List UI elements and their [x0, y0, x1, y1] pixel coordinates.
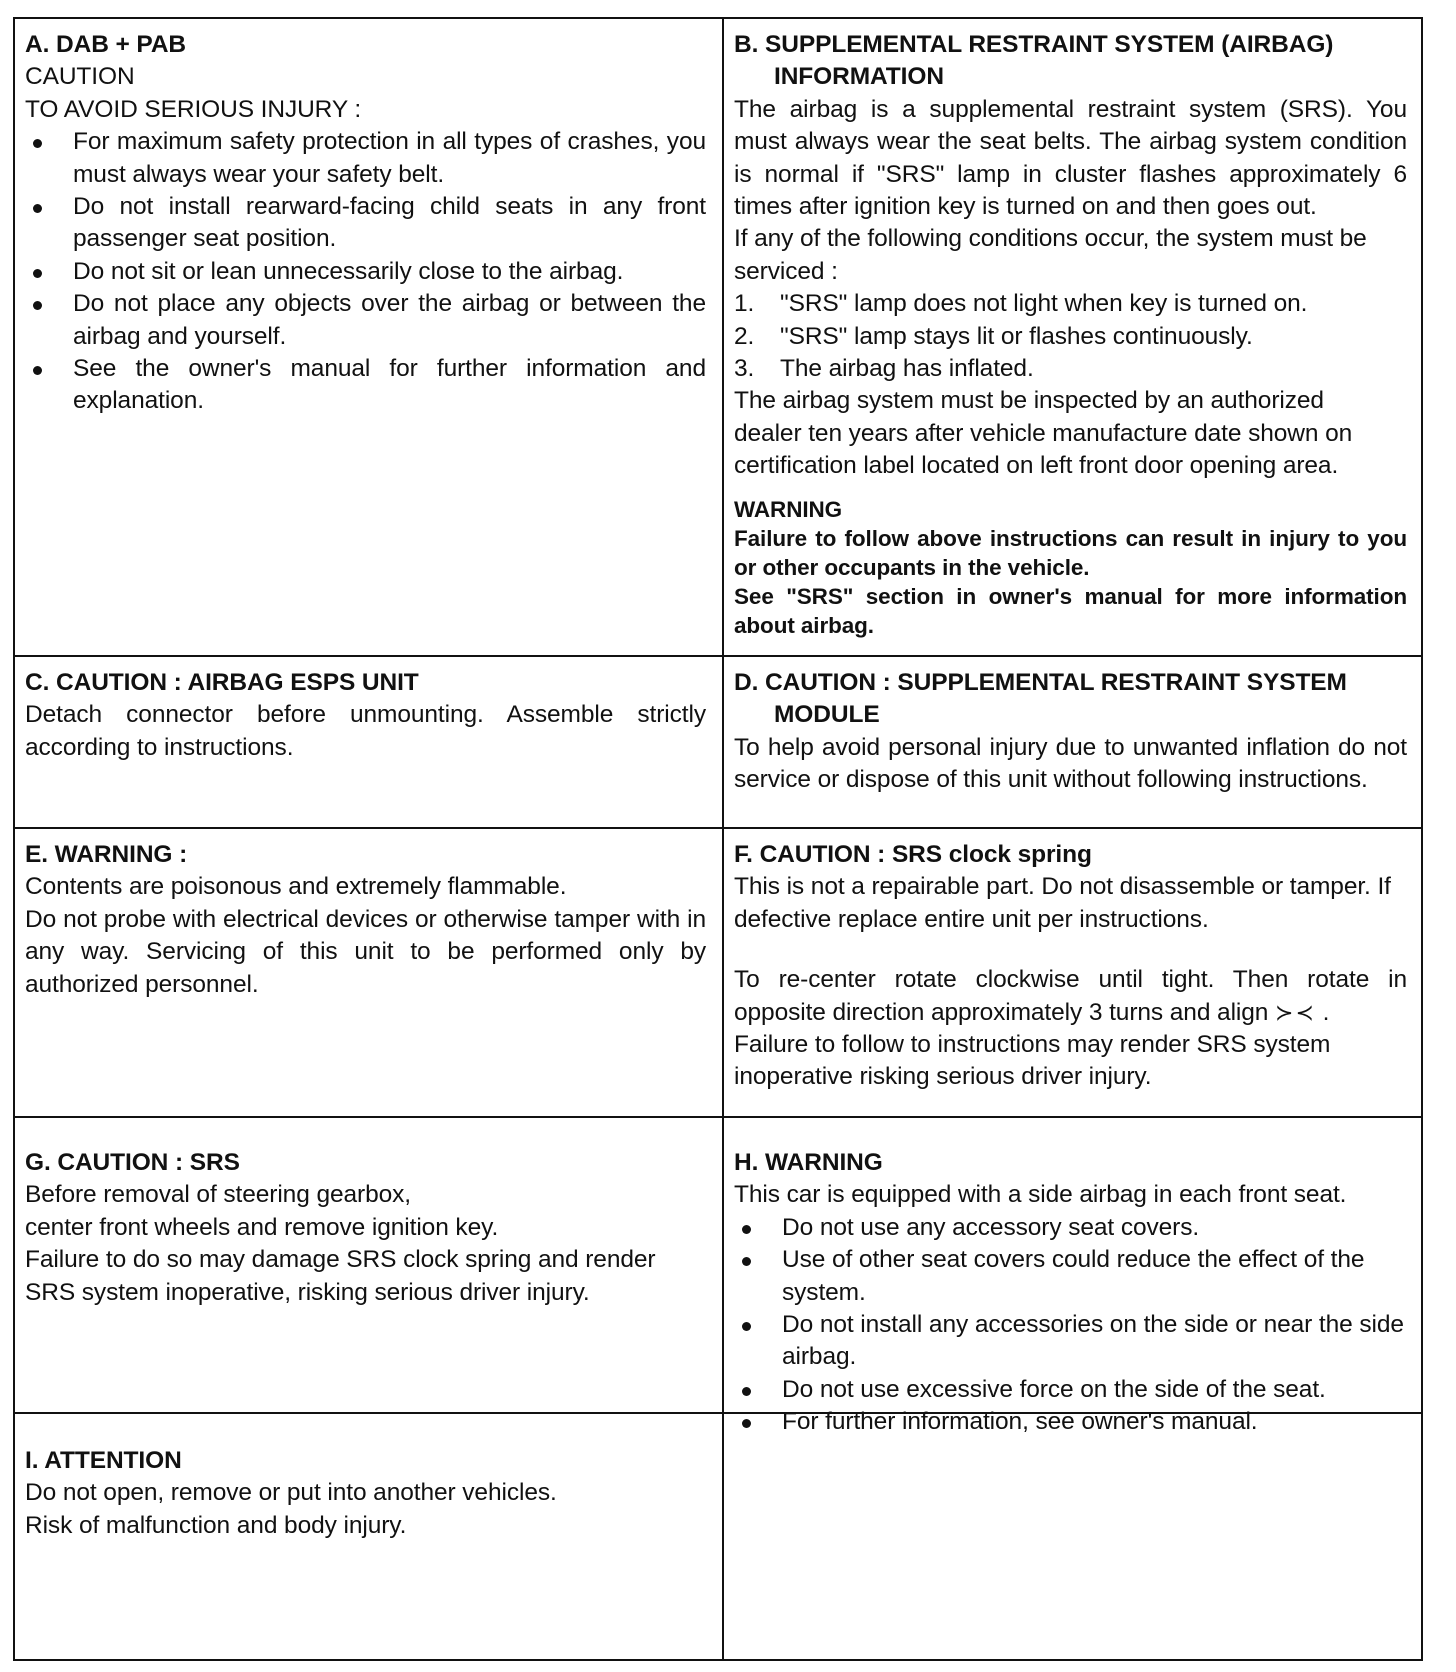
- row-divider: [15, 827, 1421, 829]
- section-b-warning-title: WARNING: [734, 496, 843, 522]
- section-c: [15, 667, 722, 764]
- section-f-paragraph: Failure to follow to instructions may render SRS system inoperative risking serious driver injury.: [734, 1031, 1331, 1091]
- section-h-title: H. WARNING: [734, 1149, 883, 1176]
- section-i-text: Do not open, remove or put into another vehicles.: [25, 1479, 557, 1507]
- label-sheet: [13, 17, 1423, 1661]
- section-b: [724, 29, 1423, 640]
- section-f: [724, 839, 1423, 1094]
- section-h-bullet: Do not install any accessories on the side or near the side airbag.: [734, 1309, 1407, 1374]
- section-a-title: A. DAB + PAB: [25, 31, 187, 58]
- section-b-paragraph: The airbag is a supplemental restraint system (SRS). You must always wear the seat belts. The airbag system condition is normal if "SRS" lamp in cluster flashes approximately 6 times after ignition key is turned on and then goes out.: [734, 95, 1407, 221]
- section-a-bullet: Do not install rearward-facing child seats in any front passenger seat position.: [25, 191, 706, 256]
- list-number: 3.: [734, 355, 755, 383]
- section-b-title: B. SUPPLEMENTAL RESTRAINT SYSTEM (AIRBAG) INFORMATION: [734, 31, 1334, 91]
- section-g-text: Before removal of steering gearbox,: [25, 1181, 411, 1209]
- section-b-warning-text: See "SRS" section in owner's manual for more information about airbag.: [734, 583, 1407, 638]
- section-f-title: F. CAUTION : SRS clock spring: [734, 841, 1092, 868]
- list-number: 1.: [734, 290, 755, 318]
- section-d: [724, 667, 1423, 797]
- section-a-caution: CAUTION: [25, 63, 135, 91]
- section-b-paragraph: The airbag system must be inspected by an authorized dealer ten years after vehicle manufacture date shown on certification label located on left front door opening area.: [734, 387, 1353, 480]
- section-g: [15, 1147, 722, 1309]
- section-f-paragraph: [734, 964, 1407, 1029]
- section-e-title: E. WARNING :: [25, 841, 188, 868]
- section-a: [15, 29, 722, 418]
- section-i: [15, 1445, 722, 1542]
- section-g-text: center front wheels and remove ignition key.: [25, 1213, 499, 1241]
- section-c-text: Detach connector before unmounting. Assemble strictly according to instructions.: [25, 701, 706, 761]
- list-text: The airbag has inflated.: [780, 355, 1034, 383]
- section-h-bullet: Do not use any accessory seat covers.: [734, 1212, 1407, 1244]
- section-g-text: Failure to do so may damage SRS clock spring and render SRS system inoperative, risking serious driver injury.: [25, 1246, 656, 1306]
- align-mark-icon: ≻≺: [1275, 999, 1316, 1025]
- section-e-text: Contents are poisonous and extremely flammable.: [25, 873, 567, 901]
- section-b-list-item: [734, 321, 1407, 353]
- list-text: "SRS" lamp stays lit or flashes continuously.: [780, 322, 1253, 350]
- section-a-bullet: For maximum safety protection in all types of crashes, you must always wear your safety belt.: [25, 126, 706, 191]
- section-h-bullet: Use of other seat covers could reduce the effect of the system.: [734, 1244, 1407, 1309]
- section-a-subheading: TO AVOID SERIOUS INJURY :: [25, 95, 362, 123]
- section-h-bullet: For further information, see owner's manual.: [734, 1406, 1407, 1438]
- list-text: "SRS" lamp does not light when key is turned on.: [780, 290, 1308, 318]
- section-i-text: Risk of malfunction and body injury.: [25, 1511, 407, 1539]
- section-a-bullet: See the owner's manual for further information and explanation.: [25, 353, 706, 418]
- section-h: [724, 1147, 1423, 1439]
- section-f-recenter-text: To re-center rotate clockwise until tight. Then rotate in opposite direction approximately 3 turns and align: [734, 966, 1407, 1026]
- empty-cell: [724, 1414, 1423, 1659]
- section-h-intro: This car is equipped with a side airbag in each front seat.: [734, 1181, 1347, 1209]
- section-a-bullet: Do not place any objects over the airbag or between the airbag and yourself.: [25, 288, 706, 353]
- section-e-text: Do not probe with electrical devices or otherwise tamper with in any way. Servicing of this unit to be performed only by authorized personnel.: [25, 905, 706, 998]
- section-a-bullet: Do not sit or lean unnecessarily close to the airbag.: [25, 256, 706, 288]
- section-b-paragraph: If any of the following conditions occur, the system must be serviced :: [734, 225, 1367, 285]
- section-b-list-item: [734, 353, 1407, 385]
- row-divider: [15, 655, 1421, 657]
- section-h-bullet: Do not use excessive force on the side of the seat.: [734, 1374, 1407, 1406]
- section-c-title: C. CAUTION : AIRBAG ESPS UNIT: [25, 669, 419, 696]
- section-g-title: G. CAUTION : SRS: [25, 1149, 240, 1176]
- section-f-paragraph: This is not a repairable part. Do not disassemble or tamper. If defective replace entire unit per instructions.: [734, 873, 1391, 933]
- section-f-period: .: [1322, 998, 1330, 1026]
- section-e: [15, 839, 722, 1001]
- section-d-title: D. CAUTION : SUPPLEMENTAL RESTRAINT SYSTEM MODULE: [734, 669, 1347, 729]
- list-number: 2.: [734, 322, 755, 350]
- section-d-text: To help avoid personal injury due to unwanted inflation do not service or dispose of this unit without following instructions.: [734, 733, 1407, 794]
- section-b-warning-text: Failure to follow above instructions can result in injury to you or other occupants in the vehicle.: [734, 525, 1407, 580]
- section-b-list-item: [734, 288, 1407, 320]
- row-divider: [15, 1116, 1421, 1118]
- section-i-title: I. ATTENTION: [25, 1447, 182, 1474]
